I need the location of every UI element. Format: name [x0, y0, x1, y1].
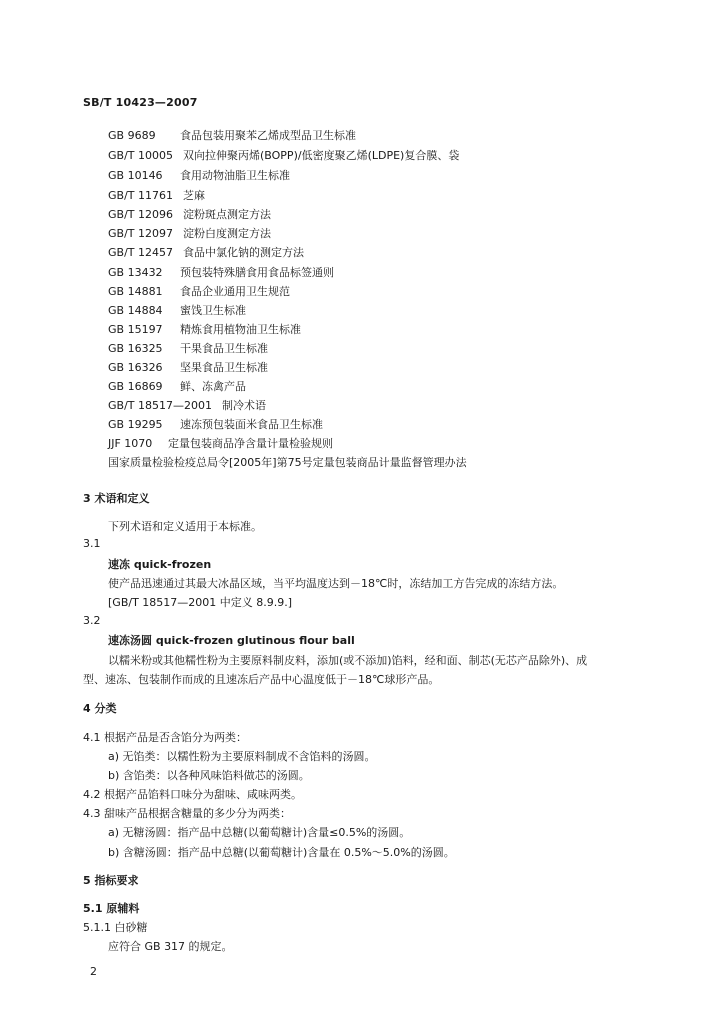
term-3-2-title: 速冻汤圆 quick-frozen glutinous flour ball: [108, 634, 355, 647]
clause-4-1-a: a) 无馅类：以糯性粉为主要原料制成不含馅料的汤圆。: [108, 750, 376, 763]
reference-item: GB 9689 食品包装用聚苯乙烯成型品卫生标准: [108, 129, 356, 142]
clause-4-1: 4.1 根据产品是否含馅分为两类：: [83, 731, 247, 744]
reference-item: GB/T 12096 淀粉斑点测定方法: [108, 208, 271, 221]
reference-item: GB 14884 蜜饯卫生标准: [108, 304, 246, 317]
clause-5-1-1: 5.1.1 白砂糖: [83, 921, 148, 934]
reference-item: GB/T 11761 芝麻: [108, 189, 205, 202]
reference-item: GB/T 12457 食品中氯化钠的测定方法: [108, 246, 304, 259]
reference-item: GB 13432 预包装特殊膳食用食品标签通则: [108, 266, 334, 279]
term-3-1-source: [GB/T 18517—2001 中定义 8.9.9.]: [108, 596, 293, 609]
term-3-2-definition-line2: 型、速冻、包装制作而成的且速冻后产品中心温度低于－18℃球形产品。: [83, 673, 440, 686]
clause-4-1-b: b) 含馅类：以各种风味馅料做芯的汤圆。: [108, 769, 310, 782]
term-3-2-definition-line1: 以糯米粉或其他糯性粉为主要原料制皮料，添加(或不添加)馅料，经和面、制芯(无芯产品除外)、成: [108, 654, 588, 667]
page-number: 2: [90, 965, 97, 978]
reference-item: GB 16325 干果食品卫生标准: [108, 342, 268, 355]
reference-item: GB 19295 速冻预包装面米食品卫生标准: [108, 418, 323, 431]
section-4-heading: 4 分类: [83, 702, 117, 715]
clause-5-1-1-text: 应符合 GB 317 的规定。: [108, 940, 233, 953]
term-3-1-number: 3.1: [83, 537, 101, 550]
section-5-heading: 5 指标要求: [83, 874, 139, 887]
reference-item: 国家质量检验检疫总局令[2005年]第75号定量包装商品计量监督管理办法: [108, 456, 467, 469]
reference-item: GB/T 18517—2001 制冷术语: [108, 399, 266, 412]
reference-item: GB 16869 鲜、冻禽产品: [108, 380, 246, 393]
reference-item: GB 15197 精炼食用植物油卫生标准: [108, 323, 301, 336]
clause-5-1: 5.1 原辅料: [83, 902, 140, 915]
standard-code-header: SB/T 10423—2007: [83, 96, 198, 109]
term-3-1-definition: 使产品迅速通过其最大冰晶区域，当平均温度达到－18℃时，冻结加工方告完成的冻结方法。: [108, 577, 564, 590]
reference-item: GB/T 12097 淀粉白度测定方法: [108, 227, 271, 240]
section-3-intro: 下列术语和定义适用于本标准。: [108, 520, 262, 533]
clause-4-2: 4.2 根据产品馅料口味分为甜味、咸味两类。: [83, 788, 302, 801]
term-3-2-number: 3.2: [83, 614, 101, 627]
clause-4-3-b: b) 含糖汤圆：指产品中总糖(以葡萄糖计)含量在 0.5%～5.0%的汤圆。: [108, 846, 455, 859]
section-3-heading: 3 术语和定义: [83, 492, 150, 505]
term-3-1-title: 速冻 quick-frozen: [108, 558, 212, 571]
reference-item: JJF 1070 定量包装商品净含量计量检验规则: [108, 437, 333, 450]
clause-4-3-a: a) 无糖汤圆：指产品中总糖(以葡萄糖计)含量≤0.5%的汤圆。: [108, 826, 411, 839]
reference-item: GB 10146 食用动物油脂卫生标准: [108, 169, 290, 182]
clause-4-3: 4.3 甜味产品根据含糖量的多少分为两类：: [83, 807, 291, 820]
reference-item: GB 14881 食品企业通用卫生规范: [108, 285, 290, 298]
reference-item: GB 16326 坚果食品卫生标准: [108, 361, 268, 374]
reference-item: GB/T 10005 双向拉伸聚丙烯(BOPP)/低密度聚乙烯(LDPE)复合膜、袋: [108, 149, 460, 162]
